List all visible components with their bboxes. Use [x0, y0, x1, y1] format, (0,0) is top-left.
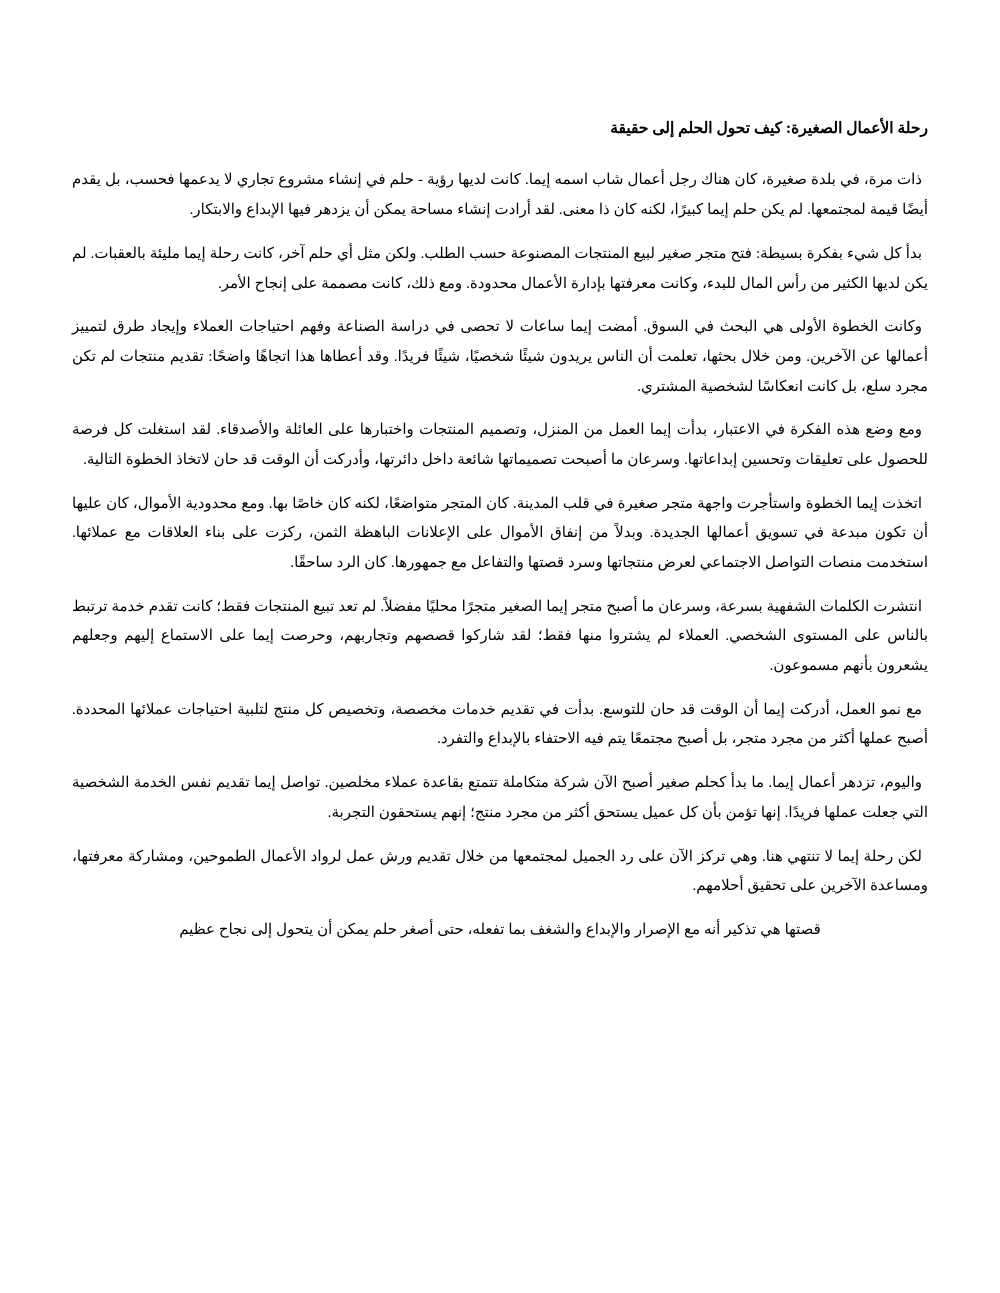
paragraph-2: بدأ كل شيء بفكرة بسيطة: فتح متجر صغير لبيع المنتجات المصنوعة حسب الطلب. ولكن مثل أي حلم آخر، كانت رحلة إيما مليئة بالعقبات. لم يكن لديها الكثير من رأس المال للبدء، وكانت معرفتها بإدارة الأعمال محدودة. ومع ذلك، كانت مصممة على إنجاح الأمر.	[72, 245, 928, 292]
paragraph-7: مع نمو العمل، أدركت إيما أن الوقت قد حان للتوسع. بدأت في تقديم خدمات مخصصة، وتخصيص كل منتج لتلبية احتياجات عملائها المحددة. أصبح عملها أكثر من مجرد متجر، بل أصبح مجتمعًا يتم فيه الاحتفاء بالإبداع والتفرد.	[72, 701, 928, 748]
document-title: رحلة الأعمال الصغيرة: كيف تحول الحلم إلى حقيقة	[610, 120, 928, 137]
paragraph-9: لكن رحلة إيما لا تنتهي هنا. وهي تركز الآن على رد الجميل لمجتمعها من خلال تقديم ورش عمل لرواد الأعمال الطموحين، ومشاركة معرفتها، ومساعدة الآخرين على تحقيق أحلامهم.	[72, 848, 928, 895]
paragraph-3: وكانت الخطوة الأولى هي البحث في السوق. أمضت إيما ساعات لا تحصى في دراسة الصناعة وفهم احتياجات العملاء وإيجاد طرق لتمييز أعمالها عن الآخرين. ومن خلال بحثها، تعلمت أن الناس يريدون شيئًا شخصيًا، شيئًا فريدًا. وقد أعطاها هذا اتجاهًا واضحًا: تقديم منتجات لم تكن مجرد سلع، بل كانت انعكاسًا لشخصية المشتري.	[72, 319, 928, 395]
paragraph-8: واليوم، تزدهر أعمال إيما. ما بدأ كحلم صغير أصبح الآن شركة متكاملة تتمتع بقاعدة عملاء مخلصين. تواصل إيما تقديم نفس الخدمة الشخصية التي جعلت عملها فريدًا. إنها تؤمن بأن كل عميل يستحق أكثر من مجرد منتج؛ إنهم يستحقون التجربة.	[72, 775, 928, 821]
paragraph-10: قصتها هي تذكير أنه مع الإصرار والإبداع والشغف بما تفعله، حتى أصغر حلم يمكن أن يتحول إلى نجاح عظيم	[179, 921, 821, 938]
paragraph-6: انتشرت الكلمات الشفهية بسرعة، وسرعان ما أصبح متجر إيما الصغير متجرًا محليًا مفضلاً. لم تعد تبيع المنتجات فقط؛ كانت تقدم خدمة ترتبط بالناس على المستوى الشخصي. العملاء لم يشتروا منها فقط؛ لقد شاركوا قصصهم وتجاربهم، وحرصت إيما على الاستماع إليهم وجعلهم يشعرون بأنهم مسموعون.	[72, 598, 928, 675]
paragraph-5: اتخذت إيما الخطوة واستأجرت واجهة متجر صغيرة في قلب المدينة. كان المتجر متواضعًا، لكنه كان خاصًا بها. ومع محدودية الأموال، كان عليها أن تكون مبدعة في تسويق أعمالها الجديدة. وبدلاً من إنفاق الأموال على الإعلانات الباهظة الثمن، ركزت على بناء العلاقات مع عملائها. استخدمت منصات التواصل الاجتماعي لعرض منتجاتها وسرد قصتها والتفاعل مع جمهورها. كان الرد ساحقًا.	[72, 495, 928, 572]
paragraph-4: ومع وضع هذه الفكرة في الاعتبار، بدأت إيما العمل من المنزل، وتصميم المنتجات واختبارها على العائلة والأصدقاء. لقد استغلت كل فرصة للحصول على تعليقات وتحسين إبداعاتها. وسرعان ما أصبحت تصميماتها شائعة داخل دائرتها، وأدركت أن الوقت قد حان لاتخاذ الخطوة التالية.	[72, 422, 928, 468]
paragraph-1: ذات مرة، في بلدة صغيرة، كان هناك رجل أعمال شاب اسمه إيما. كانت لديها رؤية - حلم في إنشاء مشروع تجاري لا يدعمها فحسب، بل يقدم أيضًا قيمة لمجتمعها. لم يكن حلم إيما كبيرًا، لكنه كان ذا معنى. لقد أرادت إنشاء مساحة يمكن أن يزدهر فيها الإبداع والابتكار.	[72, 172, 928, 219]
